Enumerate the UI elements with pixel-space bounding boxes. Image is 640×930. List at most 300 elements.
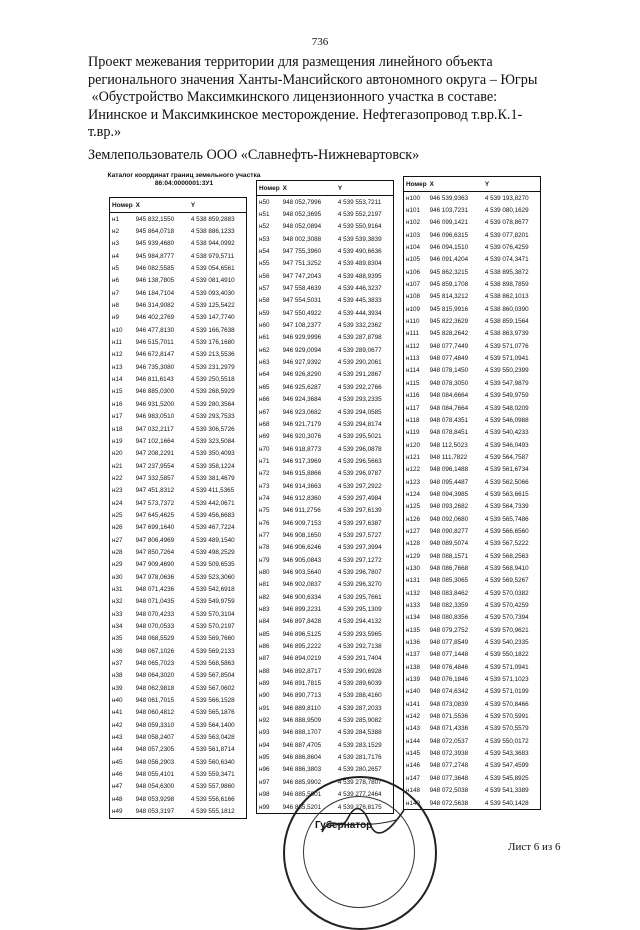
- coordinate-y: 4 538 863,9739: [484, 330, 529, 338]
- table-row: [257, 714, 393, 726]
- point-number: н87: [259, 655, 270, 663]
- table-row: [257, 640, 393, 652]
- coordinate-x: 946 402,2769: [135, 314, 175, 322]
- table-row: [257, 332, 393, 344]
- point-number: н54: [259, 248, 270, 256]
- coordinate-y: 4 539 078,8677: [484, 219, 529, 227]
- table-row: [110, 411, 246, 423]
- coordinate-y: 4 539 074,3471: [484, 256, 529, 264]
- coordinate-x: 947 558,4639: [282, 285, 322, 293]
- coordinate-y: 4 539 540,2335: [484, 639, 529, 647]
- coordinate-x: 947 909,4690: [135, 561, 175, 569]
- table-row: [404, 340, 540, 352]
- table-row: [404, 402, 540, 414]
- table-row: [257, 418, 393, 430]
- coordinate-y: 4 538 979,5711: [190, 252, 235, 260]
- point-number: н76: [259, 519, 270, 527]
- coordinate-x: 946 888,1707: [282, 729, 322, 737]
- coordinate-y: 4 539 540,1428: [484, 799, 529, 807]
- table-row: [257, 554, 393, 566]
- point-number: н128: [406, 540, 420, 548]
- column-header: X: [282, 184, 287, 192]
- coordinate-y: 4 539 297,6387: [337, 519, 382, 527]
- point-number: н146: [406, 762, 420, 770]
- table-row: [404, 414, 540, 426]
- point-number: н35: [112, 635, 123, 643]
- coordinate-x: 946 094,1510: [429, 244, 469, 252]
- table-row: [404, 760, 540, 772]
- document-heading: [88, 54, 588, 142]
- coordinate-y: 4 539 297,1272: [337, 556, 382, 564]
- coordinate-y: 4 539 498,2529: [190, 548, 235, 556]
- point-number: н80: [259, 568, 270, 576]
- point-number: н149: [406, 799, 420, 807]
- point-number: н127: [406, 527, 420, 535]
- coordinate-y: 4 539 523,3060: [190, 573, 235, 581]
- coordinate-x: 948 052,3695: [282, 211, 322, 219]
- point-number: н69: [259, 433, 270, 441]
- coordinate-x: 948 068,5529: [135, 635, 175, 643]
- point-number: н119: [406, 429, 420, 437]
- coordinate-x: 946 897,8428: [282, 618, 322, 626]
- point-number: н36: [112, 647, 123, 655]
- table-row: [110, 670, 246, 682]
- signature: [318, 804, 408, 840]
- coordinate-y: 4 539 549,9759: [484, 392, 529, 400]
- coordinate-y: 4 538 859,2883: [190, 215, 235, 223]
- table-header: [404, 177, 540, 192]
- coordinate-x: 948 060,4812: [135, 709, 175, 717]
- coordinate-y: 4 539 571,0199: [484, 688, 529, 696]
- coordinate-x: 948 078,1450: [429, 367, 469, 375]
- point-number: н24: [112, 499, 123, 507]
- table-row: [257, 258, 393, 270]
- coordinate-x: 946 929,0094: [282, 346, 322, 354]
- point-number: н136: [406, 639, 420, 647]
- table-row: [110, 806, 246, 818]
- coordinate-x: 946 923,0682: [282, 408, 322, 416]
- point-number: н5: [112, 265, 119, 273]
- table-row: [110, 608, 246, 620]
- coordinate-x: 946 138,7805: [135, 277, 175, 285]
- point-number: н74: [259, 494, 270, 502]
- column-header: X: [135, 201, 140, 209]
- table-row: [404, 439, 540, 451]
- coordinate-x: 945 862,3215: [429, 268, 469, 276]
- point-number: н109: [406, 305, 420, 313]
- coordinate-x: 946 924,3684: [282, 396, 322, 404]
- table-row: [110, 312, 246, 324]
- table-row: [404, 575, 540, 587]
- point-number: н59: [259, 309, 270, 317]
- point-number: н82: [259, 593, 270, 601]
- coordinate-x: 946 908,1650: [282, 531, 322, 539]
- point-number: н43: [112, 734, 123, 742]
- table-row: [110, 275, 246, 287]
- point-number: н4: [112, 252, 119, 260]
- coordinate-x: 946 921,7179: [282, 420, 322, 428]
- table-row: [404, 476, 540, 488]
- point-number: н55: [259, 260, 270, 268]
- coordinate-x: 948 064,3020: [135, 672, 175, 680]
- coordinate-y: 4 539 295,5021: [337, 433, 382, 441]
- point-number: н126: [406, 515, 420, 523]
- coordinate-y: 4 539 550,2399: [484, 367, 529, 375]
- point-number: н33: [112, 610, 123, 618]
- coordinate-y: 4 539 306,5726: [190, 425, 235, 433]
- point-number: н135: [406, 626, 420, 634]
- coordinate-y: 4 539 278,7807: [337, 778, 382, 786]
- table-row: [110, 262, 246, 274]
- table-row: [404, 550, 540, 562]
- coordinate-y: 4 539 571,0941: [484, 663, 529, 671]
- point-number: н147: [406, 774, 420, 782]
- coordinate-x: 946 895,2222: [282, 643, 322, 651]
- table-row: [110, 238, 246, 250]
- coordinate-x: 946 902,0837: [282, 581, 322, 589]
- coordinate-y: 4 539 565,1876: [190, 709, 235, 717]
- table-row: [257, 369, 393, 381]
- point-number: н133: [406, 602, 420, 610]
- coordinate-y: 4 539 570,7394: [484, 614, 529, 622]
- coordinate-x: 946 892,8717: [282, 667, 322, 675]
- coordinate-y: 4 539 290,2061: [337, 359, 382, 367]
- table-row: [110, 546, 246, 558]
- coordinate-y: 4 539 547,4599: [484, 762, 529, 770]
- point-number: н34: [112, 623, 123, 631]
- coordinate-x: 948 077,2748: [429, 762, 469, 770]
- coordinate-x: 946 515,7011: [135, 339, 174, 347]
- coordinate-x: 946 894,0219: [282, 655, 322, 663]
- table-row: [110, 633, 246, 645]
- coordinate-y: 4 539 560,6340: [190, 758, 235, 766]
- table-row: [404, 599, 540, 611]
- coordinate-x: 948 053,9298: [135, 795, 175, 803]
- coordinate-x: 948 071,4236: [135, 585, 175, 593]
- point-number: н27: [112, 536, 123, 544]
- coordinate-y: 4 539 563,0428: [190, 734, 235, 742]
- coordinate-y: 4 539 543,3683: [484, 750, 529, 758]
- point-number: н120: [406, 441, 420, 449]
- point-number: н44: [112, 746, 123, 754]
- table-row: [404, 538, 540, 550]
- point-number: н62: [259, 346, 270, 354]
- coordinate-y: 4 539 285,9082: [337, 717, 382, 725]
- coordinate-x: 948 055,4101: [135, 771, 175, 779]
- coordinate-x: 948 077,4849: [429, 355, 469, 363]
- coordinate-x: 947 699,1640: [135, 524, 175, 532]
- coordinate-y: 4 539 287,2033: [337, 704, 382, 712]
- coordinate-y: 4 539 565,7486: [484, 515, 529, 523]
- coordinate-x: 948 052,7996: [282, 198, 322, 206]
- coordinate-y: 4 539 332,2362: [337, 322, 382, 330]
- coordinate-y: 4 539 488,9395: [337, 272, 382, 280]
- coordinate-x: 948 094,3985: [429, 490, 469, 498]
- coordinate-y: 4 538 886,1233: [190, 228, 235, 236]
- coordinate-y: 4 539 547,9879: [484, 379, 529, 387]
- coordinate-y: 4 539 296,0878: [337, 445, 382, 453]
- point-number: н8: [112, 302, 119, 310]
- coordinate-y: 4 539 289,0677: [337, 346, 382, 354]
- coordinate-x: 948 002,3088: [282, 235, 322, 243]
- coordinate-y: 4 539 147,7740: [190, 314, 235, 322]
- coordinate-y: 4 539 569,2133: [190, 647, 235, 655]
- table-row: [257, 356, 393, 368]
- table-row: [257, 727, 393, 739]
- table-row: [257, 653, 393, 665]
- coordinate-y: 4 539 297,3994: [337, 544, 382, 552]
- point-number: н22: [112, 474, 123, 482]
- table-row: [257, 603, 393, 615]
- table-row: [110, 793, 246, 805]
- point-number: н14: [112, 376, 123, 384]
- coordinate-x: 948 096,1488: [429, 466, 469, 474]
- table-row: [110, 645, 246, 657]
- point-number: н118: [406, 416, 420, 424]
- coordinate-y: 4 538 898,7859: [484, 281, 529, 289]
- coordinate-y: 4 539 176,1680: [190, 339, 235, 347]
- point-number: н134: [406, 614, 420, 622]
- table-row: [110, 349, 246, 361]
- table-row: [257, 628, 393, 640]
- table-row: [110, 682, 246, 694]
- coordinate-y: 4 539 442,0671: [190, 499, 235, 507]
- point-number: н115: [406, 379, 420, 387]
- table-row: [257, 208, 393, 220]
- table-row: [404, 785, 540, 797]
- point-number: н3: [112, 240, 119, 248]
- table-row: [257, 394, 393, 406]
- point-number: н60: [259, 322, 270, 330]
- table-row: [404, 315, 540, 327]
- point-number: н65: [259, 383, 270, 391]
- point-number: н95: [259, 754, 270, 762]
- point-number: н131: [406, 577, 420, 585]
- coordinate-y: 4 539 295,7661: [337, 593, 382, 601]
- coordinate-x: 947 332,5857: [135, 474, 175, 482]
- column-header: Номер: [112, 201, 133, 209]
- table-row: [404, 254, 540, 266]
- table-row: [404, 390, 540, 402]
- table-row: [404, 673, 540, 685]
- table-row: [257, 295, 393, 307]
- point-number: н141: [406, 700, 420, 708]
- coordinate-x: 948 082,3359: [429, 602, 469, 610]
- point-number: н123: [406, 478, 420, 486]
- point-number: н125: [406, 503, 420, 511]
- coordinate-x: 946 917,3969: [282, 457, 322, 465]
- coordinate-x: 946 096,6315: [429, 231, 469, 239]
- coordinate-x: 948 062,9818: [135, 684, 175, 692]
- point-number: н77: [259, 531, 270, 539]
- table-row: [257, 468, 393, 480]
- coordinate-y: 4 539 546,0493: [484, 441, 529, 449]
- table-row: [404, 278, 540, 290]
- heading-line: «Обустройство Максимкинского лицензионного участка в составе:: [88, 89, 498, 106]
- coordinate-x: 948 078,4351: [429, 416, 469, 424]
- table-row: [404, 217, 540, 229]
- coordinate-x: 948 088,1571: [429, 552, 469, 560]
- table-row: [110, 768, 246, 780]
- point-number: н79: [259, 556, 270, 564]
- point-number: н67: [259, 408, 270, 416]
- coordinate-y: 4 539 213,5536: [190, 351, 235, 359]
- table-row: [257, 764, 393, 776]
- heading-line: Проект межевания территории для размещения линейного объекта: [88, 54, 493, 70]
- coordinate-x: 948 076,1846: [429, 676, 469, 684]
- table-row: [110, 596, 246, 608]
- coordinate-x: 948 085,3065: [429, 577, 469, 585]
- coordinate-x: 948 080,8356: [429, 614, 469, 622]
- coordinate-y: 4 539 080,1629: [484, 207, 529, 215]
- point-number: н148: [406, 787, 420, 795]
- table-row: [404, 192, 540, 204]
- coordinate-x: 948 112,5023: [429, 441, 468, 449]
- coordinate-y: 4 539 541,3389: [484, 787, 529, 795]
- table-row: [110, 448, 246, 460]
- coordinate-y: 4 539 568,5863: [190, 660, 235, 668]
- coordinate-y: 4 539 293,7533: [190, 413, 235, 421]
- table-row: [257, 690, 393, 702]
- point-number: н106: [406, 268, 420, 276]
- point-number: н58: [259, 297, 270, 305]
- coordinate-x: 946 314,9082: [135, 302, 175, 310]
- coordinate-x: 946 889,8110: [282, 704, 321, 712]
- coordinate-y: 4 539 077,8201: [484, 231, 529, 239]
- table-row: [110, 559, 246, 571]
- point-number: н6: [112, 277, 119, 285]
- coordinate-x: 945 939,4680: [135, 240, 175, 248]
- coordinate-y: 4 539 568,9410: [484, 564, 529, 572]
- coordinate-x: 946 184,7104: [135, 289, 175, 297]
- table-row: [110, 373, 246, 385]
- point-number: н121: [406, 453, 420, 461]
- coordinate-y: 4 539 296,7807: [337, 568, 382, 576]
- coordinate-y: 4 539 545,8925: [484, 774, 529, 782]
- coordinate-x: 948 056,2903: [135, 758, 175, 766]
- point-number: н32: [112, 598, 123, 606]
- coordinate-y: 4 539 296,3270: [337, 581, 382, 589]
- coordinate-y: 4 539 570,2197: [190, 623, 235, 631]
- point-number: н104: [406, 244, 420, 252]
- coordinate-y: 4 539 350,4093: [190, 450, 235, 458]
- coordinate-x: 946 896,5125: [282, 630, 322, 638]
- point-number: н39: [112, 684, 123, 692]
- point-number: н71: [259, 457, 270, 465]
- coordinate-y: 4 538 895,3872: [484, 268, 529, 276]
- table-row: [404, 328, 540, 340]
- table-header: [110, 198, 246, 213]
- table-row: [404, 636, 540, 648]
- coordinate-x: 946 887,4705: [282, 741, 322, 749]
- coordinate-y: 4 539 297,4984: [337, 494, 382, 502]
- table-row: [404, 735, 540, 747]
- table-row: [110, 744, 246, 756]
- coordinate-y: 4 539 557,9860: [190, 783, 235, 791]
- coordinate-x: 946 929,9996: [282, 334, 322, 342]
- coordinates-table-2: [256, 180, 394, 814]
- point-number: н81: [259, 581, 270, 589]
- table-row: [404, 204, 540, 216]
- table-row: [257, 221, 393, 233]
- coordinate-x: 948 070,0533: [135, 623, 175, 631]
- point-number: н98: [259, 791, 270, 799]
- point-number: н52: [259, 223, 270, 231]
- point-number: н12: [112, 351, 123, 359]
- coordinate-y: 4 539 295,1309: [337, 606, 382, 614]
- coordinate-y: 4 539 296,9787: [337, 470, 382, 478]
- table-row: [257, 344, 393, 356]
- table-row: [110, 398, 246, 410]
- table-row: [110, 435, 246, 447]
- table-row: [110, 472, 246, 484]
- coordinate-x: 946 885,9902: [282, 778, 322, 786]
- coordinate-y: 4 539 290,6928: [337, 667, 382, 675]
- coordinate-x: 947 554,5031: [282, 297, 322, 305]
- point-number: н38: [112, 672, 123, 680]
- coordinate-y: 4 539 570,8466: [484, 700, 529, 708]
- point-number: н1: [112, 215, 119, 223]
- coordinate-x: 946 888,9509: [282, 717, 322, 725]
- coordinate-x: 948 078,8451: [429, 429, 469, 437]
- coordinate-x: 948 061,7015: [135, 697, 175, 705]
- point-number: н113: [406, 355, 420, 363]
- coordinate-x: 946 477,8130: [135, 326, 175, 334]
- coordinate-y: 4 539 570,3104: [190, 610, 235, 618]
- coordinate-x: 947 451,8312: [135, 487, 175, 495]
- table-row: [110, 250, 246, 262]
- table-row: [257, 739, 393, 751]
- coordinate-y: 4 539 559,3471: [190, 771, 235, 779]
- coordinate-x: 947 850,7264: [135, 548, 175, 556]
- coordinate-x: 948 092,0680: [429, 515, 469, 523]
- table-row: [110, 731, 246, 743]
- coordinate-x: 947 751,3252: [282, 260, 322, 268]
- coordinate-y: 4 539 567,8504: [190, 672, 235, 680]
- coordinate-x: 946 885,5201: [282, 803, 322, 811]
- coordinate-y: 4 539 280,3564: [190, 400, 235, 408]
- table-row: [404, 427, 540, 439]
- table-row: [257, 751, 393, 763]
- coordinate-y: 4 539 570,5579: [484, 725, 529, 733]
- coordinate-y: 4 539 125,5422: [190, 302, 235, 310]
- coordinate-y: 4 539 570,4259: [484, 602, 529, 610]
- point-number: н49: [112, 808, 123, 816]
- coordinate-y: 4 539 555,1812: [190, 808, 235, 816]
- coordinate-y: 4 539 291,7404: [337, 655, 382, 663]
- point-number: н11: [112, 339, 123, 347]
- point-number: н122: [406, 466, 420, 474]
- coordinate-y: 4 539 564,1400: [190, 721, 235, 729]
- coordinate-x: 948 090,8277: [429, 527, 469, 535]
- coordinate-x: 948 058,2407: [135, 734, 175, 742]
- coordinate-y: 4 539 296,5663: [337, 457, 382, 465]
- coordinate-x: 948 071,0435: [135, 598, 175, 606]
- coordinate-y: 4 539 550,0172: [484, 737, 529, 745]
- table-row: [404, 698, 540, 710]
- point-number: н28: [112, 548, 123, 556]
- coordinate-x: 947 208,2291: [135, 450, 175, 458]
- table-row: [110, 707, 246, 719]
- coordinate-y: 4 539 294,4132: [337, 618, 382, 626]
- point-number: н93: [259, 729, 270, 737]
- coordinate-x: 946 099,1421: [429, 219, 469, 227]
- point-number: н139: [406, 676, 420, 684]
- table-row: [110, 324, 246, 336]
- coordinate-y: 4 539 294,8174: [337, 420, 382, 428]
- table-row: [404, 797, 540, 809]
- point-number: н111: [406, 330, 420, 338]
